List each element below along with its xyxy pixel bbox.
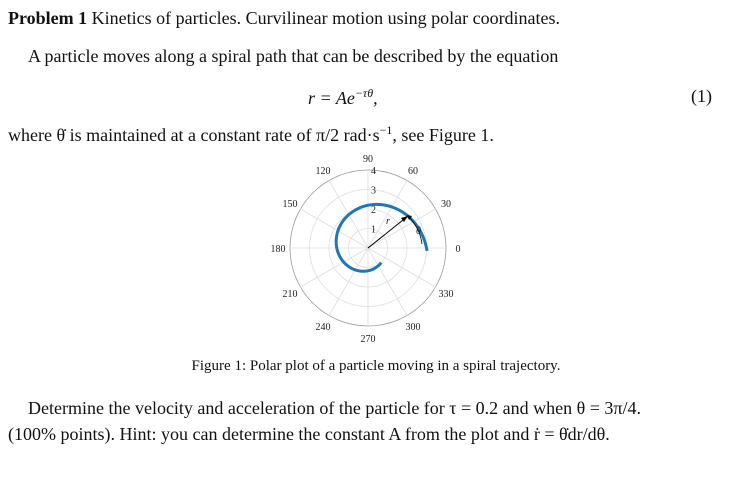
angle-label: 120 (315, 166, 331, 178)
equation-number: (1) (691, 86, 712, 106)
polar-spiral-figure (268, 152, 468, 342)
angle-label: 330 (438, 289, 454, 300)
radial-label: 2 (371, 205, 376, 216)
theta-label: θ (416, 226, 421, 237)
where-sup: −1 (379, 123, 393, 137)
angle-label: 240 (315, 321, 331, 333)
grid-spoke (300, 209, 368, 248)
angle-label: 90 (363, 154, 373, 165)
radial-label: 4 (371, 166, 376, 177)
grid-spoke (329, 248, 368, 316)
question-line-2: (100% points). Hint: you can determine the constant A from the plot and ṙ = θ̇dr/dθ. (8, 424, 610, 444)
where-text (8, 123, 494, 146)
problem-label: Problem 1 (8, 8, 88, 28)
angle-label: 210 (282, 289, 298, 300)
angle-label: 30 (440, 199, 451, 210)
question-line-1: Determine the velocity and acceleration of the particle for τ = 0.2 and when θ = 3π/4. (28, 398, 642, 418)
where-line: where θ̇ is maintained at a constant rate of π/2 rad·s (8, 125, 380, 145)
equation-tail: , (373, 88, 378, 108)
angle-label: 60 (408, 166, 418, 178)
angle-label: 0 (455, 244, 461, 255)
where-tail: , see Figure 1. (392, 125, 494, 145)
radial-label: 1 (371, 224, 376, 236)
r-label: r (386, 216, 390, 227)
figure-caption: Figure 1: Polar plot of a particle moving in a spiral trajectory. (191, 358, 561, 374)
angle-label: 270 (360, 334, 376, 342)
angle-label: 180 (270, 244, 286, 255)
problem-heading (8, 8, 560, 29)
problem-title: Kinetics of particles. Curvilinear motion using polar coordinates. (91, 8, 561, 28)
radial-label: 3 (371, 185, 376, 197)
equation-expression (308, 86, 378, 109)
intro-text: A particle moves along a spiral path that can be described by the equation (28, 46, 559, 66)
equation-exponent: −τθ (354, 86, 374, 100)
angle-label: 150 (282, 199, 298, 210)
grid-spoke (300, 248, 368, 287)
equation-lhs: r = Ae (308, 88, 355, 108)
grid-spoke (368, 248, 407, 316)
angle-label: 300 (405, 321, 421, 333)
equation-1 (0, 86, 752, 110)
